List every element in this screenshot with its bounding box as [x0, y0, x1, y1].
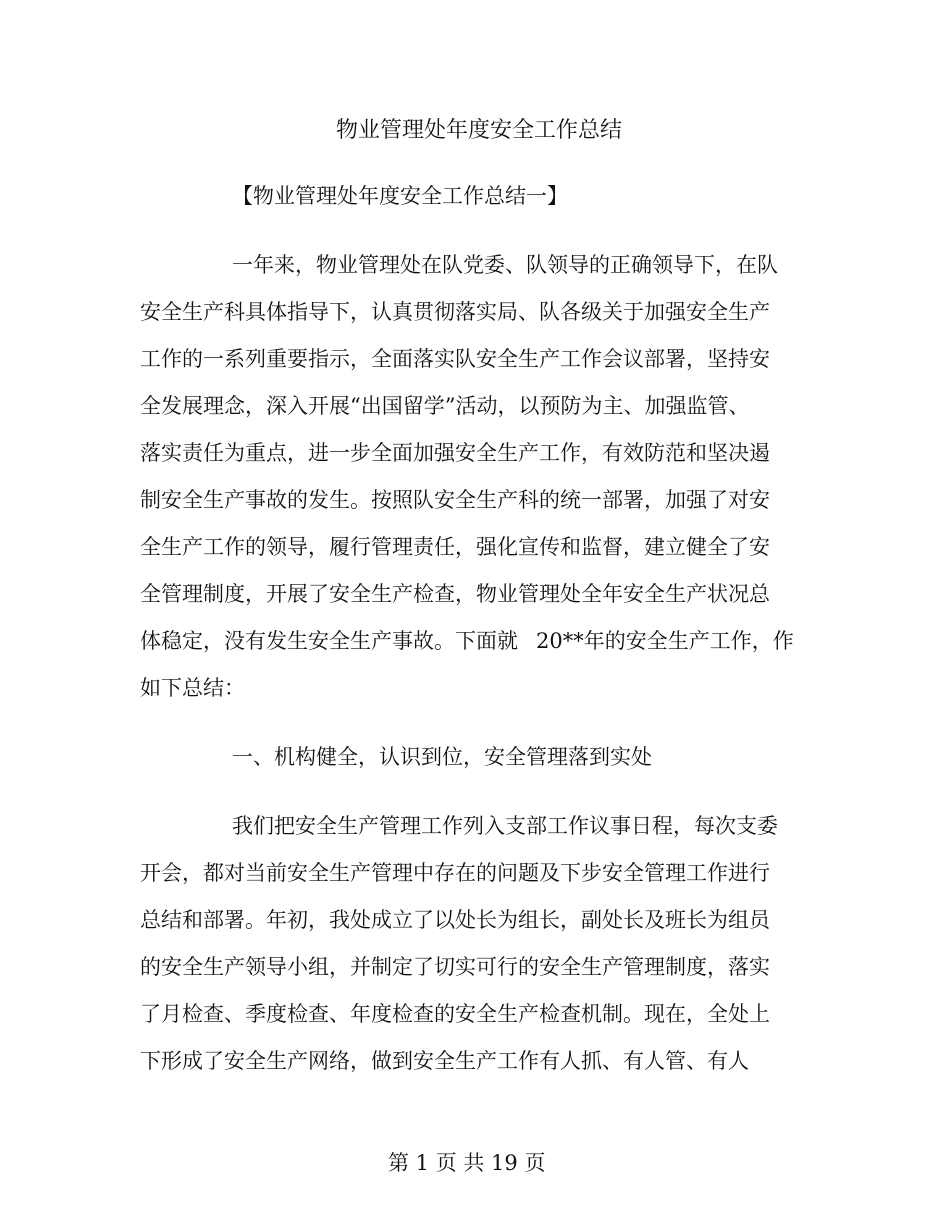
paragraph-1-line-6: 制安全生产事故的发生。按照队安全生产科的统一部署，加强了对安 [140, 488, 770, 512]
document-title: 物业管理处年度安全工作总结 [336, 118, 623, 143]
paragraph-1-line-8: 全管理制度，开展了安全生产检查，物业管理处全年安全生产状况总 [140, 582, 770, 606]
paragraph-2-line-4: 的安全生产领导小组，并制定了切实可行的安全生产管理制度，落实 [140, 955, 770, 979]
paragraph-2-line-5: 了月检查、季度检查、年度检查的安全生产检查机制。现在，全处上 [140, 1002, 770, 1026]
paragraph-1-line-7: 全生产工作的领导，履行管理责任，强化宣传和监督，建立健全了安 [140, 535, 770, 559]
paragraph-1-line-5: 落实责任为重点，进一步全面加强安全生产工作，有效防范和坚决遏 [140, 441, 770, 465]
paragraph-2-line-2: 开会，都对当前安全生产管理中存在的问题及下步安全管理工作进行 [140, 861, 770, 885]
paragraph-1-line-2: 安全生产科具体指导下，认真贯彻落实局、队各级关于加强安全生产 [140, 300, 770, 324]
paragraph-2-line-3: 总结和部署。年初，我处成立了以处长为组长，副处长及班长为组员 [140, 908, 770, 932]
paragraph-1-line-1: 一年来，物业管理处在队党委、队领导的正确领导下，在队 [232, 253, 778, 277]
section-heading-1: 一、机构健全，认识到位，安全管理落到实处 [232, 745, 652, 769]
paragraph-1-line-10: 如下总结： [140, 676, 245, 700]
paragraph-1-line-4: 全发展理念，深入开展“出国留学”活动，以预防为主、加强监管、 [140, 394, 750, 418]
paragraph-1-line-3: 工作的一系列重要指示，全面落实队安全生产工作会议部署，坚持安 [140, 347, 770, 371]
paragraph-1-year-text: 20**年的安全生产工作，作 [536, 629, 794, 653]
document-subtitle: 【物业管理处年度安全工作总结一】 [232, 184, 568, 208]
paragraph-2-line-1: 我们把安全生产管理工作列入支部工作议事日程，每次支委 [232, 814, 778, 838]
paragraph-1-line-9: 体稳定，没有发生安全生产事故。下面就 [140, 629, 518, 653]
paragraph-2-line-6: 下形成了安全生产网络，做到安全生产工作有人抓、有人管、有人 [140, 1049, 749, 1073]
page-number: 第 1 页 共 19 页 [388, 1151, 546, 1175]
